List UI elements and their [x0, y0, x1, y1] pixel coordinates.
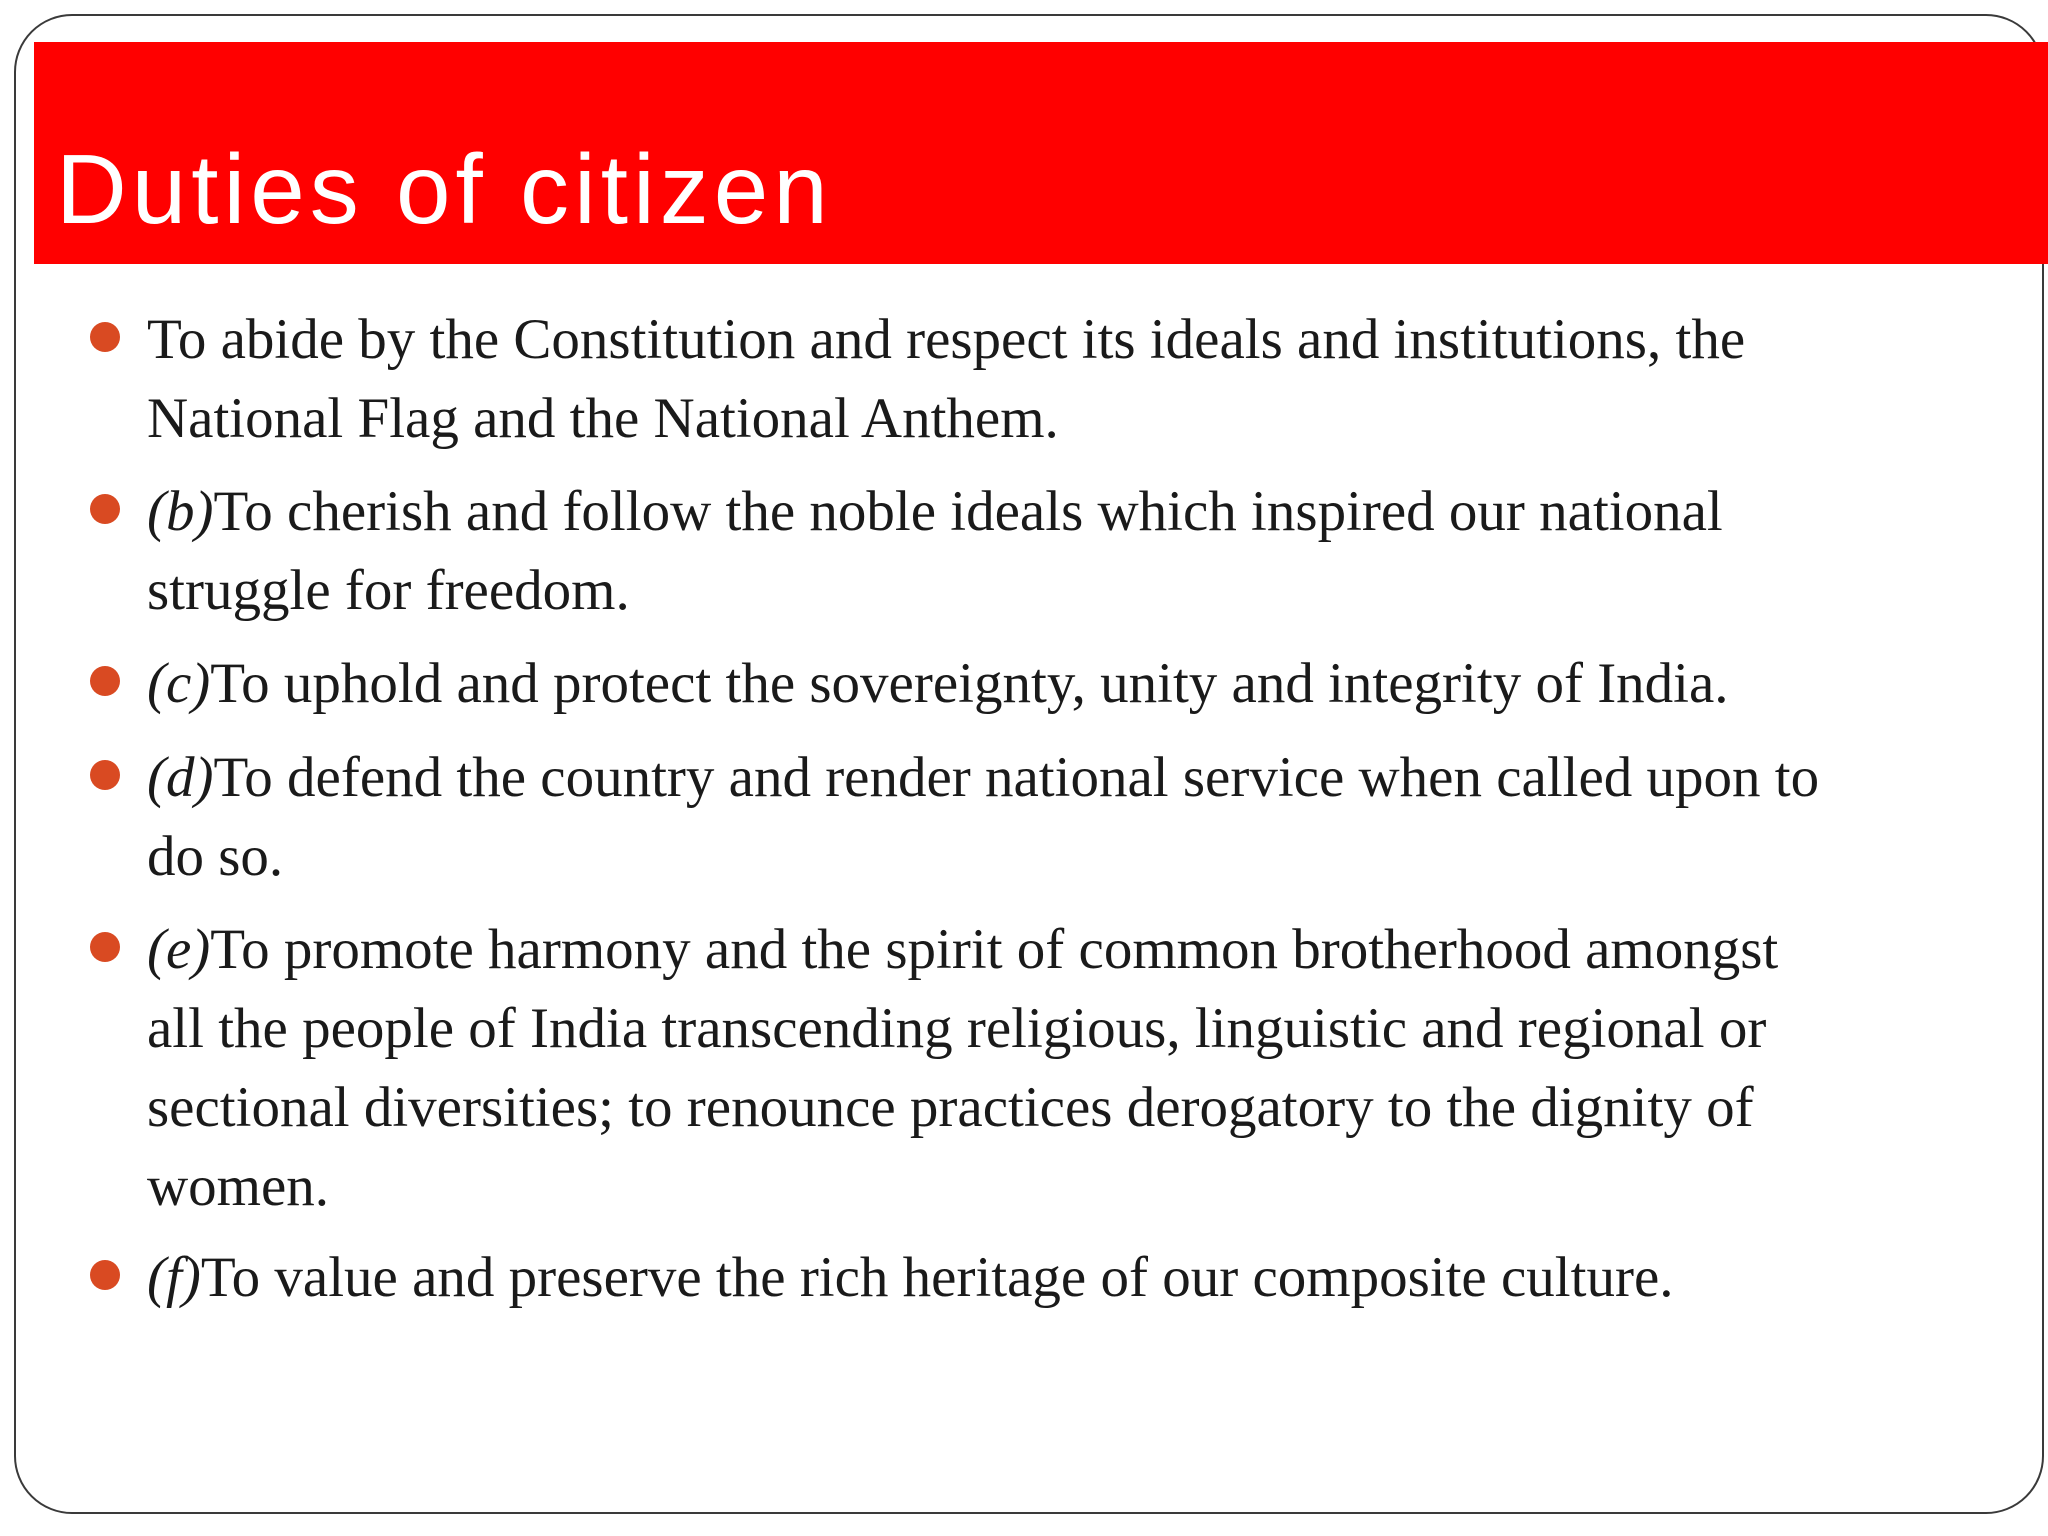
bullet-item [147, 1238, 2007, 1317]
bullet-line: sectional diversities; to renounce practices derogatory to the dignity of [147, 1076, 1754, 1139]
bullet-letter: (c) [147, 652, 211, 715]
bullet-dot-icon [90, 760, 120, 790]
bullet-text: To cherish and follow the noble ideals which inspired our national [213, 480, 1723, 543]
bullet-text: To defend the country and render national service when called upon to [213, 746, 1820, 809]
bullet-line: all the people of India transcending religious, linguistic and regional or [147, 997, 1767, 1060]
bullet-line: National Flag and the National Anthem. [147, 387, 1059, 450]
bullet-item [147, 644, 2007, 723]
bullet-line: do so. [147, 825, 284, 888]
bullet-line [147, 300, 2007, 379]
bullet-text: To uphold and protect the sovereignty, unity and integrity of India. [210, 652, 1729, 715]
bullet-item [147, 738, 2007, 896]
bullet-line [147, 1238, 2007, 1317]
bullet-letter: (f) [147, 1246, 201, 1309]
bullet-letter: (b) [147, 480, 214, 543]
bullet-item [147, 472, 2007, 630]
slide-title: Duties of citizen [56, 134, 833, 244]
bullet-line [147, 910, 2007, 989]
bullet-line [147, 644, 2007, 723]
bullet-dot-icon [90, 666, 120, 696]
bullet-letter: (e) [147, 918, 211, 981]
bullet-dot-icon [90, 1260, 120, 1290]
bullet-letter: (d) [147, 746, 214, 809]
bullet-item [147, 300, 2007, 458]
bullet-line [147, 472, 2007, 551]
bullet-line: women. [147, 1155, 330, 1218]
bullet-dot-icon [90, 932, 120, 962]
bullet-line: struggle for freedom. [147, 559, 630, 622]
bullet-text: To promote harmony and the spirit of common brotherhood amongst [210, 918, 1779, 981]
bullet-text: To abide by the Constitution and respect its ideals and institutions, the [147, 308, 1746, 371]
bullet-dot-icon [90, 494, 120, 524]
bullet-item [147, 910, 2007, 1226]
bullet-line [147, 738, 2007, 817]
bullet-dot-icon [90, 322, 120, 352]
bullet-text: To value and preserve the rich heritage of our composite culture. [200, 1246, 1674, 1309]
